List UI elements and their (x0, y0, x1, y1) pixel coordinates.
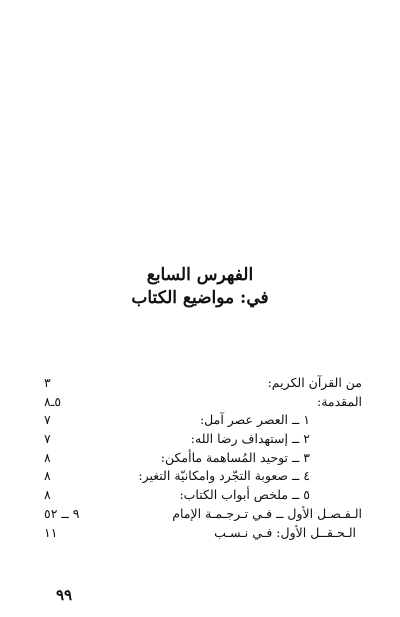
toc-entry-page: ٨ (44, 449, 51, 465)
toc-entry (44, 374, 362, 393)
toc-entry-title: الـحـقــل الأول: فـي نـسـب (214, 524, 356, 540)
page-number: ٩٩ (56, 586, 73, 604)
toc-entry (44, 449, 362, 468)
toc-entry-page: ٧ (44, 431, 51, 447)
toc-entry-title: ٤ ــ صعوبة التجّرد وامكانيّة التغير: (138, 468, 310, 484)
toc-entry-page: ٣ (44, 375, 51, 390)
toc-entry-title: من القرآن الكريم: (267, 375, 362, 390)
toc-entry-title: ٥ ــ ملخص أبواب الكتاب: (179, 487, 310, 503)
toc-entry-title: الـفـصـل الأول ــ فـي تـرجـمـة الإمام (172, 505, 362, 521)
toc-entry-page: ٥ـ٨ (44, 393, 62, 409)
toc-entry-title: المقدمة: (316, 393, 362, 409)
toc-entry-page: ١١ (44, 524, 58, 540)
index-subtitle: في: مواضيع الكتاب (131, 288, 269, 308)
toc-entry-page: ٨ (44, 468, 51, 484)
toc-entry-title: ١ ــ العصر عصر آمل: (199, 412, 310, 428)
toc-entry (44, 486, 362, 505)
toc-entry (44, 393, 362, 412)
toc-entry (44, 467, 362, 486)
toc-entry-title: ٣ ــ توحيد المُساهمة ماأمكن: (160, 449, 310, 465)
toc-entry-page: ٨ (44, 487, 51, 503)
toc-entry (44, 505, 362, 524)
toc-entry (44, 411, 362, 430)
index-title: الفهرس السابع (146, 265, 254, 285)
table-of-contents (44, 374, 362, 542)
toc-entry-page: ٧ (44, 412, 51, 428)
toc-entry (44, 524, 362, 543)
toc-entry-title: ٢ ــ إستهداف رضا الله: (190, 431, 310, 447)
toc-entry (44, 430, 362, 449)
toc-entry-page: ٩ ــ ٥٢ (44, 505, 80, 521)
